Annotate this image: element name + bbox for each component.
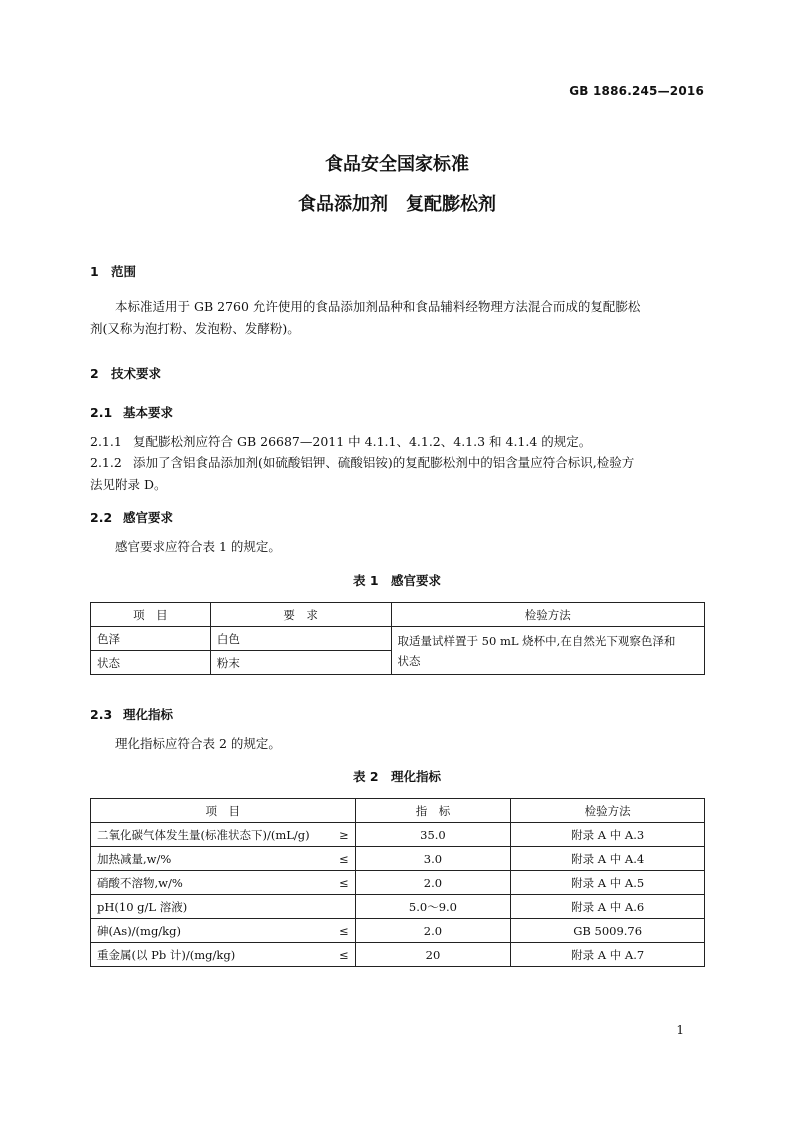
section-2-2-text: 感官要求应符合表 1 的规定。 bbox=[115, 539, 281, 554]
table-header-row bbox=[91, 603, 705, 627]
item-label: pH(10 g/L 溶液) bbox=[97, 899, 188, 914]
table-header-cell: 检验方法 bbox=[391, 603, 704, 627]
section-2-3-text: 理化指标应符合表 2 的规定。 bbox=[115, 736, 281, 751]
clause-2-1-2 bbox=[90, 452, 704, 496]
table-cell-value: 5.0～9.0 bbox=[355, 895, 511, 919]
table-1-caption: 表 1 感官要求 bbox=[352, 573, 442, 588]
table-header-cell: 要 求 bbox=[210, 603, 391, 627]
section-number: 2.3 bbox=[90, 707, 113, 722]
table-cell: 粉末 bbox=[210, 651, 391, 675]
section-2-heading bbox=[90, 364, 161, 382]
section-number: 2.2 bbox=[90, 510, 113, 525]
comparison-symbol: ≤ bbox=[338, 947, 349, 962]
table-1 bbox=[90, 602, 705, 675]
section-2-3-heading bbox=[90, 705, 173, 723]
page-number: 1 bbox=[676, 1023, 684, 1037]
section-title: 范围 bbox=[111, 264, 137, 279]
table-cell-value: 3.0 bbox=[355, 847, 511, 871]
table-2 bbox=[90, 798, 705, 967]
table-row bbox=[91, 823, 705, 847]
table-cell-method: 附录 A 中 A.6 bbox=[511, 895, 705, 919]
clause-2-1-1 bbox=[90, 431, 591, 453]
section-number: 2.1 bbox=[90, 405, 113, 420]
clause-line: 法见附录 D。 bbox=[90, 477, 167, 492]
section-title: 理化指标 bbox=[123, 707, 174, 722]
section-title: 基本要求 bbox=[123, 405, 174, 420]
table-cell-method: 附录 A 中 A.7 bbox=[511, 943, 705, 967]
table-cell-method: GB 5009.76 bbox=[511, 919, 705, 943]
table-cell-item bbox=[91, 895, 356, 919]
table-cell-value: 2.0 bbox=[355, 919, 511, 943]
clause-line bbox=[90, 452, 704, 474]
table-row bbox=[91, 871, 705, 895]
table-cell-item bbox=[91, 847, 356, 871]
table-cell-item bbox=[91, 919, 356, 943]
table-cell: 白色 bbox=[210, 627, 391, 651]
table-cell: 色泽 bbox=[91, 627, 211, 651]
table-cell-method: 附录 A 中 A.4 bbox=[511, 847, 705, 871]
table-header-row bbox=[91, 799, 705, 823]
table-header-cell: 检验方法 bbox=[511, 799, 705, 823]
table-row bbox=[91, 627, 705, 651]
cell-line: 取适量试样置于 50 mL 烧杯中,在自然光下观察色泽和 bbox=[397, 633, 676, 648]
section-1-heading bbox=[90, 262, 136, 280]
table-cell-method bbox=[391, 627, 704, 675]
comparison-symbol: ≤ bbox=[338, 875, 349, 890]
clause-number: 2.1.2 bbox=[90, 455, 122, 470]
section-2-2-heading bbox=[90, 508, 173, 526]
section-title: 技术要求 bbox=[111, 366, 162, 381]
table-header-cell: 项 目 bbox=[91, 799, 356, 823]
table-cell-item bbox=[91, 943, 356, 967]
standard-code: GB 1886.245—2016 bbox=[569, 84, 704, 98]
item-label: 砷(As)/(mg/kg) bbox=[97, 923, 181, 938]
cell-line: 状态 bbox=[397, 653, 421, 668]
table-cell-item bbox=[91, 871, 356, 895]
table-cell: 状态 bbox=[91, 651, 211, 675]
table-header-cell: 项 目 bbox=[91, 603, 211, 627]
table-cell-item bbox=[91, 823, 356, 847]
main-title: 食品安全国家标准 bbox=[325, 154, 469, 175]
comparison-symbol: ≤ bbox=[338, 851, 349, 866]
table-cell-value: 20 bbox=[355, 943, 511, 967]
table-2-caption: 表 2 理化指标 bbox=[352, 769, 442, 784]
sub-title: 食品添加剂 复配膨松剂 bbox=[298, 194, 496, 215]
table-cell-value: 2.0 bbox=[355, 871, 511, 895]
item-label: 加热减量,w/% bbox=[97, 851, 172, 866]
table-cell-method: 附录 A 中 A.5 bbox=[511, 871, 705, 895]
section-title: 感官要求 bbox=[123, 510, 174, 525]
section-1-paragraph bbox=[90, 296, 704, 340]
section-number: 2 bbox=[90, 366, 99, 381]
section-2-1-heading bbox=[90, 403, 173, 421]
table-cell-value: 35.0 bbox=[355, 823, 511, 847]
table-row bbox=[91, 847, 705, 871]
comparison-symbol: ≥ bbox=[338, 827, 349, 842]
table-row bbox=[91, 919, 705, 943]
comparison-symbol: ≤ bbox=[338, 923, 349, 938]
clause-text: 复配膨松剂应符合 GB 26687—2011 中 4.1.1、4.1.2、4.1.3 和 4.1.4 的规定。 bbox=[133, 434, 592, 449]
item-label: 二氧化碳气体发生量(标准状态下)/(mL/g) bbox=[97, 827, 310, 842]
table-row bbox=[91, 943, 705, 967]
table-cell-method: 附录 A 中 A.3 bbox=[511, 823, 705, 847]
section-number: 1 bbox=[90, 264, 99, 279]
clause-text: 添加了含铝食品添加剂(如硫酸铝钾、硫酸铝铵)的复配膨松剂中的铝含量应符合标识,检验方 bbox=[133, 455, 635, 470]
paragraph-line: 本标准适用于 GB 2760 允许使用的食品添加剂品种和食品辅料经物理方法混合而成的复配膨松 bbox=[115, 299, 641, 314]
item-label: 硝酸不溶物,w/% bbox=[97, 875, 183, 890]
table-row bbox=[91, 895, 705, 919]
clause-number: 2.1.1 bbox=[90, 434, 122, 449]
item-label: 重金属(以 Pb 计)/(mg/kg) bbox=[97, 947, 236, 962]
paragraph-line: 剂(又称为泡打粉、发泡粉、发酵粉)。 bbox=[90, 321, 300, 336]
table-header-cell: 指 标 bbox=[355, 799, 511, 823]
